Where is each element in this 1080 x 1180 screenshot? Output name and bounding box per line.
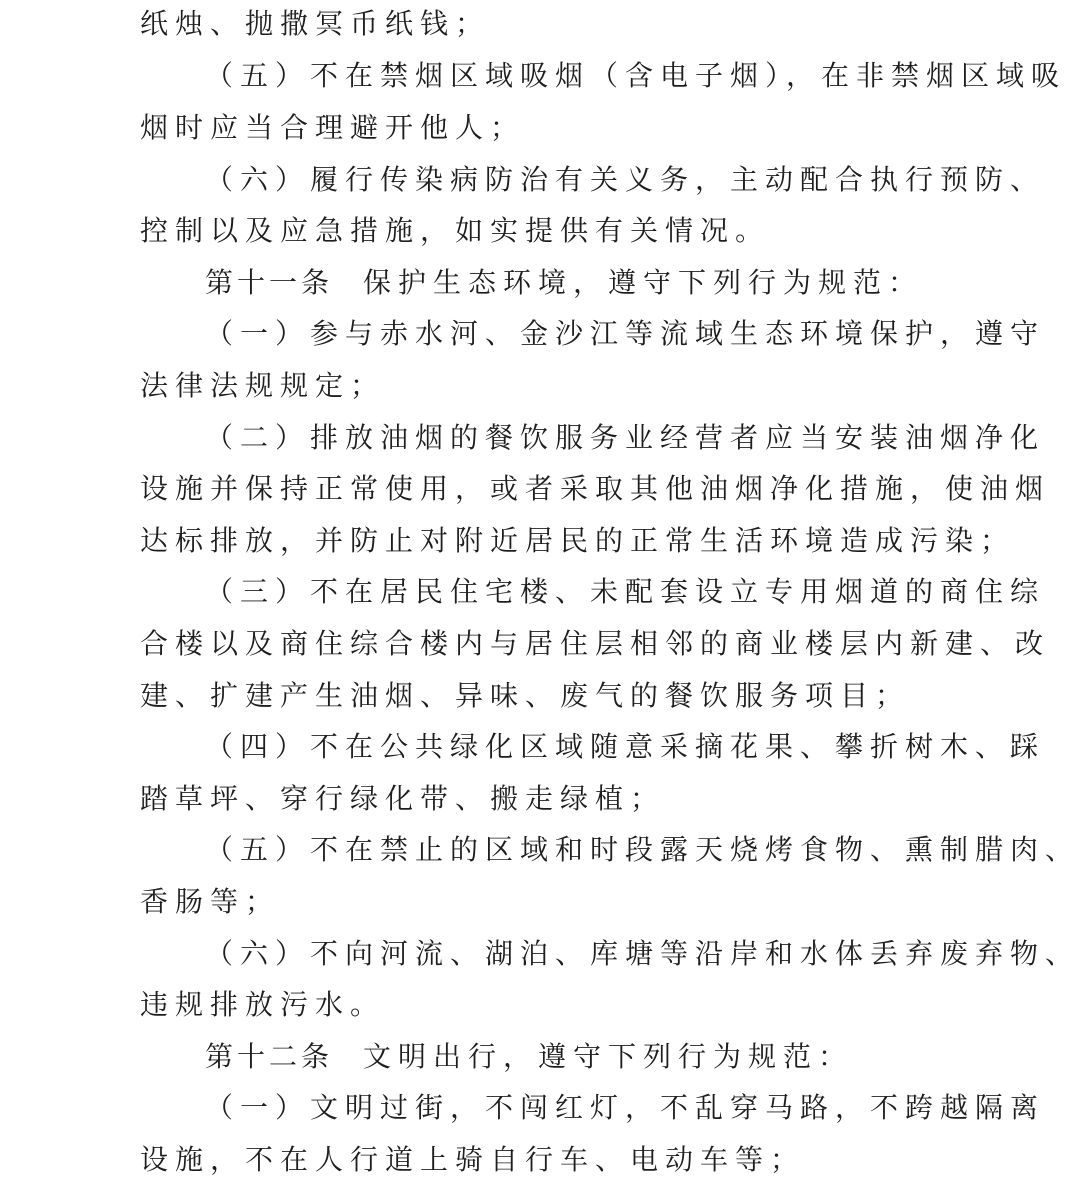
article-number: 第十二条 bbox=[205, 1040, 334, 1073]
text-line: 设施，不在人行道上骑自行车、电动车等； bbox=[140, 1143, 806, 1176]
text-line: 法律法规规定； bbox=[140, 369, 386, 402]
text-line: 合楼以及商住综合楼内与居住层相邻的商业楼层内新建、改 bbox=[140, 627, 1051, 660]
text-line: （六）履行传染病防治有关义务，主动配合执行预防、 bbox=[205, 163, 1046, 196]
text-line: 香肠等； bbox=[140, 885, 281, 918]
text-line: （一）文明过街，不闯红灯，不乱穿马路，不跨越隔离 bbox=[205, 1091, 1046, 1124]
text-line: 建、扩建产生油烟、异味、废气的餐饮服务项目； bbox=[140, 679, 911, 712]
text-line: （二）排放油烟的餐饮服务业经营者应当安装油烟净化 bbox=[205, 421, 1046, 454]
text-line: （五）不在禁止的区域和时段露天烧烤食物、熏制腊肉、 bbox=[205, 833, 1080, 866]
article-heading-12 bbox=[205, 1037, 940, 1077]
text-line: 纸烛、抛撒冥币纸钱； bbox=[140, 7, 491, 40]
article-heading-11 bbox=[205, 263, 940, 303]
article-number: 第十一条 bbox=[205, 266, 334, 299]
text-line: （一）参与赤水河、金沙江等流域生态环境保护，遵守 bbox=[205, 317, 1046, 350]
text-line: 设施并保持正常使用，或者采取其他油烟净化措施，使油烟 bbox=[140, 472, 1051, 505]
text-line: （五）不在禁烟区域吸烟（含电子烟），在非禁烟区域吸 bbox=[205, 59, 1067, 92]
text-line: 违规排放污水。 bbox=[140, 988, 386, 1021]
text-line: 控制以及应急措施，如实提供有关情况。 bbox=[140, 214, 771, 247]
text-line: 达标排放，并防止对附近居民的正常生活环境造成污染； bbox=[140, 524, 1016, 557]
article-title: 文明出行，遵守下列行为规范： bbox=[363, 1040, 854, 1073]
text-line: （六）不向河流、湖泊、库塘等沿岸和水体丢弃废弃物、 bbox=[205, 937, 1080, 970]
text-line: 烟时应当合理避开他人； bbox=[140, 111, 526, 144]
text-line: （四）不在公共绿化区域随意采摘花果、攀折树木、踩 bbox=[205, 730, 1046, 763]
article-title: 保护生态环境，遵守下列行为规范： bbox=[363, 266, 924, 299]
text-line: （三）不在居民住宅楼、未配套设立专用烟道的商住综 bbox=[205, 575, 1046, 608]
text-line: 踏草坪、穿行绿化带、搬走绿植； bbox=[140, 782, 666, 815]
